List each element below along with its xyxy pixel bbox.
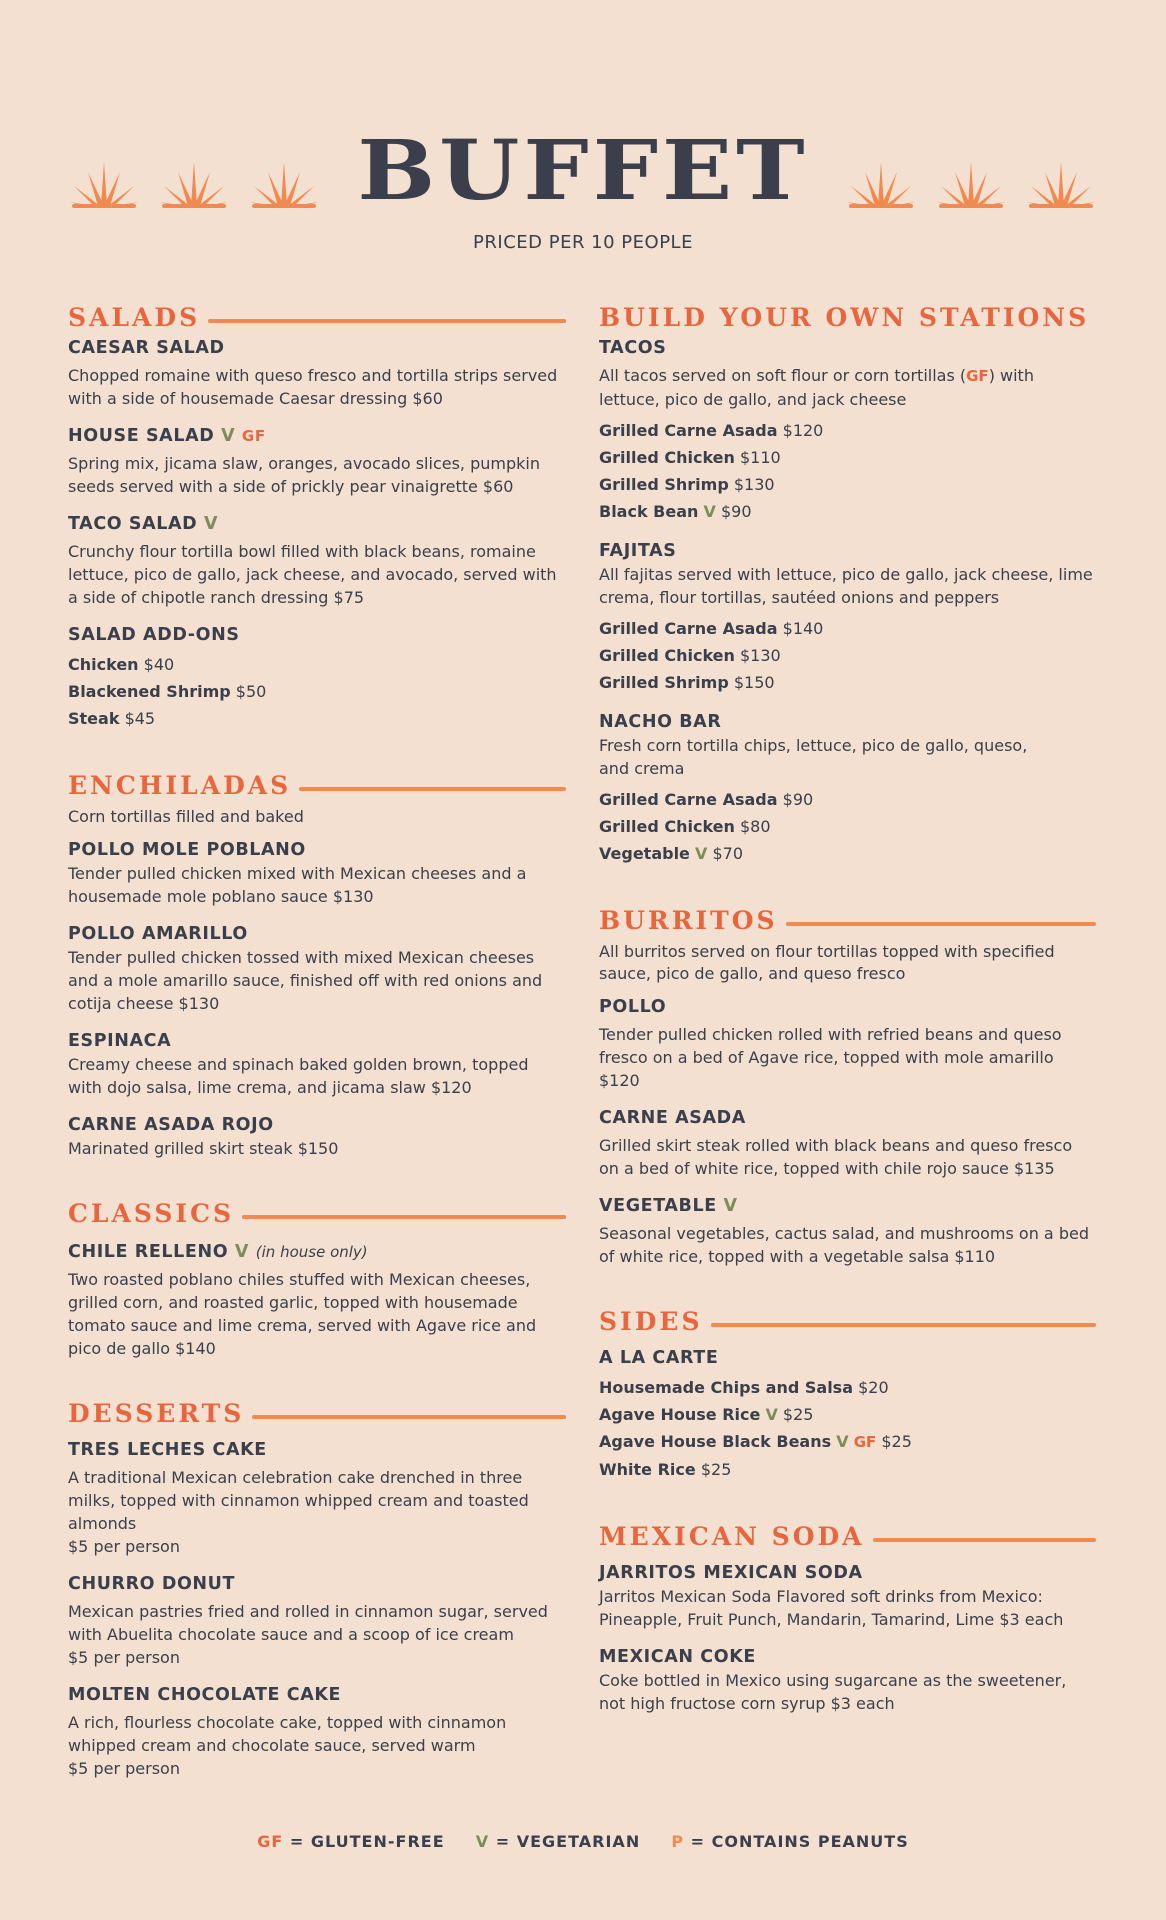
option-label: Grilled Carne Asada [599,421,778,440]
vegetarian-tag: V [836,1432,849,1451]
menu-item-tacos [599,336,1096,525]
vegetarian-tag: V [221,426,236,446]
section-title: MEXICAN SODA [599,1522,865,1551]
item-description: Crunchy flour tortilla bowl filled with black beans, romaine lettuce, pico de gallo, jack cheese, and avocado, served with a side of chipotle ranch dressing $75 [68,542,557,607]
option-price: $20 [858,1378,889,1397]
option-price: $25 [782,1405,814,1424]
item-description: Chopped romaine with queso fresco and tortilla strips served with a side of housemade Caesar dressing $60 [68,366,558,408]
section-title: SALADS [68,303,201,332]
menu-item-chile-relleno [68,1240,566,1360]
option-label: Grilled Chicken [599,817,735,836]
option-price: $25 [700,1460,732,1479]
item-name: MOLTEN CHOCOLATE CAKE [68,1685,342,1705]
option-label: White Rice [599,1460,696,1479]
item-description: Tender pulled chicken mixed with Mexican cheeses and a housemade mole poblano sauce $130 [68,864,527,906]
section-divider [873,1538,1096,1542]
item-price: $5 per person [68,1537,180,1556]
vegetarian-tag: V [723,1196,738,1216]
option-line [599,444,1096,471]
section-title: CLASSICS [68,1199,235,1228]
section-divider [252,1415,566,1419]
option-line [599,642,1096,669]
menu-item-espinaca [68,1029,566,1099]
option-label: Agave House Black Beans [599,1432,832,1451]
option-label: Agave House Rice [599,1405,761,1424]
menu-item-jarritos [599,1561,1096,1631]
item-description: Jarritos Mexican Soda Flavored soft drinks from Mexico: Pineapple, Fruit Punch, Mandarin, Tamarind, Lime $3 each [599,1587,1064,1629]
gluten-free-tag: GF [853,1433,877,1451]
item-name: TACOS [599,338,667,358]
option-label: Grilled Shrimp [599,475,729,494]
item-description: All tacos served on soft flour or corn tortillas (GF) with lettuce, pico de gallo, and jack cheese [599,366,1034,409]
item-name: CARNE ASADA [599,1108,746,1128]
left-column [68,296,566,1794]
item-name-row [68,1240,566,1264]
option-label: Grilled Shrimp [599,673,729,692]
section-title: BURRITOS [599,906,778,935]
option-line [599,669,1096,696]
item-name: JARRITOS MEXICAN SODA [599,1563,863,1583]
item-description: Spring mix, jicama slaw, oranges, avocado slices, pumpkin seeds served with a side of prickly pear vinaigrette $60 [68,454,540,496]
item-name: POLLO MOLE POBLANO [68,840,306,860]
section-header-classics [68,1196,566,1232]
option-line [599,471,1096,498]
section-header-salads [68,300,566,336]
page-subtitle: PRICED PER 10 PEOPLE [473,232,693,253]
option-price: $25 [881,1432,912,1451]
menu-item-nacho-bar [599,710,1096,867]
item-description: Marinated grilled skirt steak $150 [68,1139,339,1158]
menu-item-caesar-salad [68,336,566,410]
option-label: Blackened Shrimp [68,682,231,701]
option-price: $40 [143,655,175,674]
option-price: $90 [720,502,752,521]
item-name: HOUSE SALAD [68,426,215,446]
menu-header [0,0,1166,280]
item-name: CAESAR SALAD [68,338,225,358]
gluten-free-tag: GF [966,367,989,385]
item-name: CARNE ASADA ROJO [68,1115,274,1135]
option-line [599,1374,1096,1401]
menu-item-tres-leches-cake [68,1438,566,1558]
option-price: $80 [740,817,771,836]
item-price: $5 per person [68,1648,180,1667]
option-line [599,498,1096,525]
option-line [599,786,1096,813]
legend-p-key: P [671,1832,685,1851]
option-line [599,840,1096,867]
item-name: NACHO BAR [599,712,722,732]
menu-item-taco-salad [68,512,566,609]
option-line [599,1428,1096,1456]
menu-item-a-la-carte [599,1346,1096,1483]
menu-item-burrito-carne-asada [599,1106,1096,1180]
option-line [599,615,1096,642]
vegetarian-tag: V [204,514,219,534]
option-label: Housemade Chips and Salsa [599,1378,853,1397]
legend-v-key: V [475,1832,490,1851]
option-label: Grilled Chicken [599,646,735,665]
gluten-free-tag: GF [241,427,266,445]
menu-item-pollo-amarillo [68,922,566,1015]
legend-p-text: = CONTAINS PEANUTS [690,1832,909,1851]
menu-item-carne-asada-rojo [68,1113,566,1160]
option-price: $130 [740,646,781,665]
vegetarian-tag: V [765,1405,778,1424]
item-name: TRES LECHES CAKE [68,1440,267,1460]
item-name: CHURRO DONUT [68,1574,236,1594]
vegetarian-tag: V [695,844,708,863]
option-line [599,1401,1096,1428]
vegetarian-tag: V [703,502,716,521]
item-description: Coke bottled in Mexico using sugarcane as the sweetener, not high fructose corn syrup $3 each [599,1671,1067,1713]
option-label: Grilled Carne Asada [599,790,778,809]
option-line [599,417,1096,444]
option-price: $140 [782,619,824,638]
section-header-enchiladas [68,768,566,804]
section-header-mexican-soda [599,1519,1096,1555]
menu-item-burrito-pollo [599,995,1096,1092]
section-header-stations [599,300,1096,336]
item-name-row [599,1194,1096,1218]
section-title: ENCHILADAS [68,771,292,800]
dietary-legend [0,1832,1166,1851]
menu-item-molten-chocolate-cake [68,1683,566,1780]
item-description: Grilled skirt steak rolled with black beans and queso fresco on a bed of white rice, topped with chile rojo sauce $135 [599,1136,1073,1178]
option-line [68,705,566,732]
item-description: A rich, flourless chocolate cake, topped with cinnamon whipped cream and chocolate sauce, served warm [68,1713,507,1755]
item-name: MEXICAN COKE [599,1647,756,1667]
section-divider [711,1323,1096,1327]
section-title: BUILD YOUR OWN STATIONS [599,303,1090,332]
option-line [68,678,566,705]
item-description: Fresh corn tortilla chips, lettuce, pico de gallo, queso, and crema [599,736,1028,778]
menu-item-salad-add-ons [68,623,566,732]
item-name: TACO SALAD [68,514,198,534]
option-label: Chicken [68,655,139,674]
option-line [599,813,1096,840]
menu-item-mexican-coke [599,1645,1096,1715]
menu-item-fajitas [599,539,1096,696]
item-name: ESPINACA [68,1031,172,1051]
section-note: Corn tortillas filled and baked [68,807,304,826]
item-description: Creamy cheese and spinach baked golden brown, topped with dojo salsa, lime crema, and jicama slaw $120 [68,1055,529,1097]
item-note: (in house only) [255,1243,368,1261]
section-title: DESSERTS [68,1399,245,1428]
section-divider [299,787,566,791]
item-price: $5 per person [68,1759,180,1778]
item-description: Two roasted poblano chiles stuffed with Mexican cheeses, grilled corn, and roasted garlic, topped with housemade tomato sauce and lime crema, served with Agave rice and pico de gallo $140 [68,1270,537,1358]
item-name: POLLO [599,997,667,1017]
vegetarian-tag: V [234,1242,250,1262]
option-label: Black Bean [599,502,699,521]
item-name: A LA CARTE [599,1348,719,1368]
option-label: Steak [68,709,120,728]
section-title: SIDES [599,1307,703,1336]
item-description: Seasonal vegetables, cactus salad, and mushrooms on a bed of white rice, topped with a vegetable salsa $110 [599,1224,1089,1266]
option-line [599,1456,1096,1483]
legend-gf-text: = GLUTEN-FREE [289,1832,445,1851]
option-label: Grilled Carne Asada [599,619,778,638]
option-price: $130 [733,475,775,494]
section-header-burritos [599,903,1096,939]
option-price: $45 [124,709,156,728]
menu-item-house-salad [68,424,566,498]
section-header-desserts [68,1396,566,1432]
option-price: $70 [712,844,744,863]
item-description: All fajitas served with lettuce, pico de gallo, jack cheese, lime crema, flour tortillas, sautéed onions and peppers [599,565,1093,607]
option-price: $150 [733,673,775,692]
item-description: Tender pulled chicken rolled with refried beans and queso fresco on a bed of Agave rice, topped with mole amarillo $120 [599,1025,1062,1090]
option-price: $50 [235,682,267,701]
item-description: Tender pulled chicken tossed with mixed Mexican cheeses and a mole amarillo sauce, finished off with red onions and cotija cheese $130 [68,948,543,1013]
menu-item-churro-donut [68,1572,566,1669]
option-price: $90 [782,790,814,809]
item-name-row [68,512,566,536]
page-title: BUFFET [357,121,809,219]
option-price: $120 [782,421,824,440]
section-divider [786,922,1096,926]
menu-item-pollo-mole-poblano [68,838,566,908]
section-divider [208,319,566,323]
item-description: Mexican pastries fried and rolled in cinnamon sugar, served with Abuelita chocolate sauce and a scoop of ice cream [68,1602,548,1644]
option-price: $110 [740,448,781,467]
section-note: All burritos served on flour tortillas topped with specified sauce, pico de gallo, and queso fresco [599,942,1055,983]
section-divider [242,1215,566,1219]
menu-item-burrito-vegetable [599,1194,1096,1268]
legend-gf-key: GF [257,1832,284,1851]
option-line [68,651,566,678]
item-name: CHILE RELLENO [68,1242,229,1262]
item-name: SALAD ADD-ONS [68,625,240,645]
option-label: Grilled Chicken [599,448,735,467]
option-label: Vegetable [599,844,690,863]
section-header-sides [599,1304,1096,1340]
item-description: A traditional Mexican celebration cake drenched in three milks, topped with cinnamon whipped cream and toasted almonds [68,1468,529,1533]
legend-v-text: = VEGETARIAN [495,1832,641,1851]
item-name: POLLO AMARILLO [68,924,248,944]
item-name: VEGETABLE [599,1196,717,1216]
right-column [599,296,1096,1729]
item-name-row [68,424,566,448]
item-name: FAJITAS [599,541,677,561]
